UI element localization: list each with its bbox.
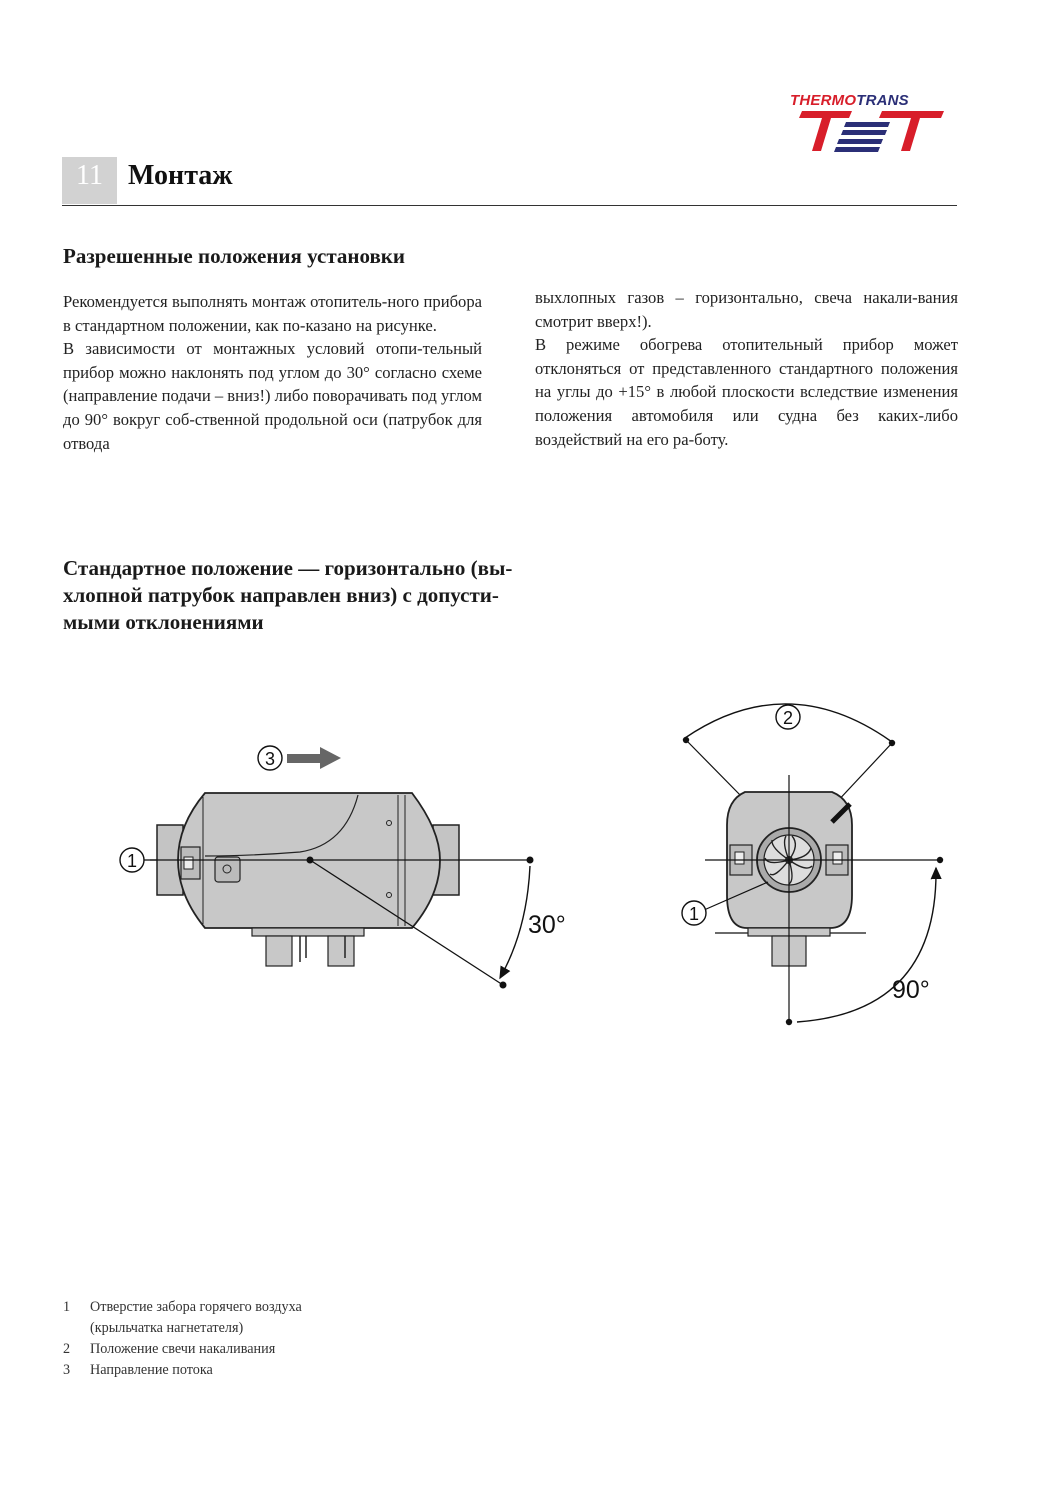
paragraph: В зависимости от монтажных условий отопи-тельный прибор можно наклонять под углом до 30° согласно схеме (направление подачи – вниз!) либо поворачивать под углом до 90° вокруг соб-ственной продольной оси (патрубок для отвода	[63, 339, 482, 453]
angle-label-90: 90°	[892, 976, 930, 1004]
chapter-number: 11	[62, 157, 117, 204]
logo-part-thermo: THERMO	[790, 92, 857, 109]
legend-item	[63, 1339, 302, 1360]
section-title: Разрешенные положения установки	[63, 244, 406, 268]
callout-3: 3	[264, 749, 276, 769]
legend-text: Положение свечи накаливания	[90, 1341, 276, 1357]
paragraph: Рекомендуется выполнять монтаж отопитель-ного прибора в стандартном положении, как по-казано на рисунке.	[63, 292, 482, 335]
flow-direction-arrow	[287, 747, 341, 769]
paragraph: В режиме обогрева отопительный прибор может отклоняться от представленного стандартного положения на углы до +15° в любой плоскости вследствие изменения положения автомобиля или судна без каких-либо воздействий на его ра-боту.	[535, 335, 958, 449]
legend-text: (крыльчатка нагнетателя)	[90, 1320, 244, 1336]
angle-label-30: 30°	[528, 911, 566, 939]
heater-side-view	[120, 746, 534, 989]
legend-text: Отверстие забора горячего воздуха	[90, 1299, 302, 1315]
figure-legend	[63, 1297, 302, 1381]
logo-part-trans: TRANS	[856, 92, 909, 109]
paragraph: выхлопных газов – горизонтально, свеча накали-вания смотрит вверх!).	[535, 288, 958, 331]
legend-number: 1	[63, 1299, 71, 1315]
callout-2: 2	[782, 708, 794, 728]
legend-item	[63, 1297, 302, 1318]
legend-text: Направление потока	[90, 1362, 213, 1378]
legend-item	[63, 1360, 302, 1381]
callout-1-right: 1	[688, 904, 700, 924]
subsection-title: Стандартное положение — горизонтально (вы-хлопной патрубок направлен вниз) с допусти-мыми отклонениями	[63, 556, 513, 634]
legend-item-continued	[63, 1318, 302, 1339]
callout-1-left: 1	[126, 851, 138, 871]
legend-number: 3	[63, 1362, 71, 1378]
legend-number: 2	[63, 1341, 71, 1357]
chapter-title: Монтаж	[128, 160, 233, 191]
